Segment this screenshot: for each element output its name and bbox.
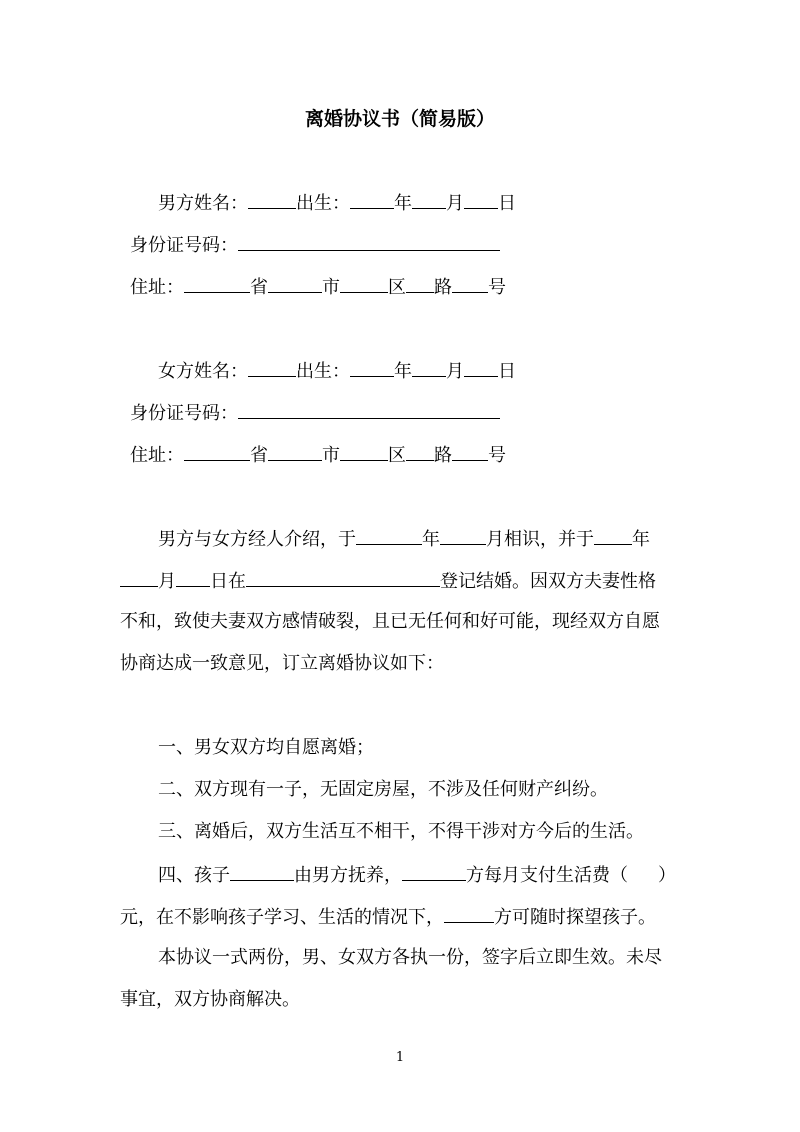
clause-text: 方每月支付生活费（ (466, 865, 628, 886)
female-district-label: 区 (388, 445, 406, 466)
clause-4-cont (120, 904, 656, 930)
female-name-blank[interactable] (248, 358, 296, 377)
female-birth-day-blank[interactable] (464, 358, 498, 377)
female-number-label: 号 (488, 445, 506, 466)
marry-year-blank[interactable] (594, 526, 632, 545)
clause-3: 三、离婚后，双方生活互不相干，不得干涉对方今后的生活。 (158, 821, 644, 842)
female-province-blank[interactable] (184, 442, 250, 461)
female-id-line (130, 400, 500, 426)
male-address-line (130, 274, 506, 300)
intro-line-3: 不和，致使夫妻双方感情破裂，且已无任何和好可能，现经双方自愿 (120, 611, 660, 632)
female-road-blank[interactable] (406, 442, 434, 461)
female-birth-label: 出生： (296, 361, 350, 382)
page-number: 1 (395, 1050, 405, 1065)
male-city-label: 市 (322, 277, 340, 298)
male-id-blank[interactable] (238, 232, 500, 251)
male-district-label: 区 (388, 277, 406, 298)
male-birth-month-blank[interactable] (412, 190, 446, 209)
meet-year-blank[interactable] (356, 526, 422, 545)
child-blank[interactable] (230, 862, 294, 881)
intro-text: 年 (632, 529, 650, 550)
male-address-label: 住址： (130, 277, 184, 298)
marry-month-blank[interactable] (120, 568, 158, 587)
clause-4 (158, 862, 676, 888)
female-name-line (158, 358, 516, 384)
male-birth-day-blank[interactable] (464, 190, 498, 209)
intro-text: 登记结婚。因双方夫妻性格 (440, 571, 656, 592)
male-district-blank[interactable] (340, 274, 388, 293)
clause-text: 元，在不影响孩子学习、生活的情况下， (120, 907, 444, 928)
payer-blank[interactable] (402, 862, 466, 881)
male-name-label: 男方姓名： (158, 193, 248, 214)
intro-line-2 (120, 568, 656, 594)
female-province-label: 省 (250, 445, 268, 466)
male-name-blank[interactable] (248, 190, 296, 209)
male-month-label: 月 (446, 193, 464, 214)
female-id-label: 身份证号码： (130, 403, 238, 424)
male-number-label: 号 (488, 277, 506, 298)
clause-text: 方可随时探望孩子。 (494, 907, 656, 928)
male-year-label: 年 (394, 193, 412, 214)
male-road-blank[interactable] (406, 274, 434, 293)
intro-text: 男方与女方经人介绍，于 (158, 529, 356, 550)
intro-text: 月 (158, 571, 176, 592)
male-number-blank[interactable] (452, 274, 488, 293)
male-id-label: 身份证号码： (130, 235, 238, 256)
male-road-label: 路 (434, 277, 452, 298)
male-province-label: 省 (250, 277, 268, 298)
male-city-blank[interactable] (268, 274, 322, 293)
page-title: 离婚协议书（简易版） (304, 108, 495, 130)
intro-text: 年 (422, 529, 440, 550)
female-birth-month-blank[interactable] (412, 358, 446, 377)
visitor-blank[interactable] (444, 904, 494, 923)
closing-line-1: 本协议一式两份，男、女双方各执一份，签字后立即生效。未尽 (158, 947, 662, 968)
male-name-line (158, 190, 516, 216)
male-birth-label: 出生： (296, 193, 350, 214)
clause-text: 由男方抚养， (294, 865, 402, 886)
marry-day-blank[interactable] (176, 568, 210, 587)
intro-text: 日在 (210, 571, 246, 592)
closing-line-2: 事宜，双方协商解决。 (120, 989, 300, 1010)
female-city-label: 市 (322, 445, 340, 466)
male-province-blank[interactable] (184, 274, 250, 293)
clause-text: 四、孩子 (158, 865, 230, 886)
female-year-label: 年 (394, 361, 412, 382)
male-birth-year-blank[interactable] (350, 190, 394, 209)
female-name-label: 女方姓名： (158, 361, 248, 382)
female-number-blank[interactable] (452, 442, 488, 461)
female-district-blank[interactable] (340, 442, 388, 461)
meet-month-blank[interactable] (440, 526, 486, 545)
clause-text: ） (658, 865, 676, 886)
female-address-line (130, 442, 506, 468)
female-birth-year-blank[interactable] (350, 358, 394, 377)
intro-line-4: 协商达成一致意见，订立离婚协议如下： (120, 653, 444, 674)
female-road-label: 路 (434, 445, 452, 466)
female-month-label: 月 (446, 361, 464, 382)
male-id-line (130, 232, 500, 258)
clause-2: 二、双方现有一子，无固定房屋，不涉及任何财产纠纷。 (158, 779, 608, 800)
female-address-label: 住址： (130, 445, 184, 466)
intro-text: 月相识，并于 (486, 529, 594, 550)
intro-line-1 (158, 526, 650, 552)
female-city-blank[interactable] (268, 442, 322, 461)
female-id-blank[interactable] (238, 400, 500, 419)
marry-place-blank[interactable] (246, 568, 440, 587)
female-day-label: 日 (498, 361, 516, 382)
male-day-label: 日 (498, 193, 516, 214)
clause-1: 一、男女双方均自愿离婚； (158, 737, 374, 758)
